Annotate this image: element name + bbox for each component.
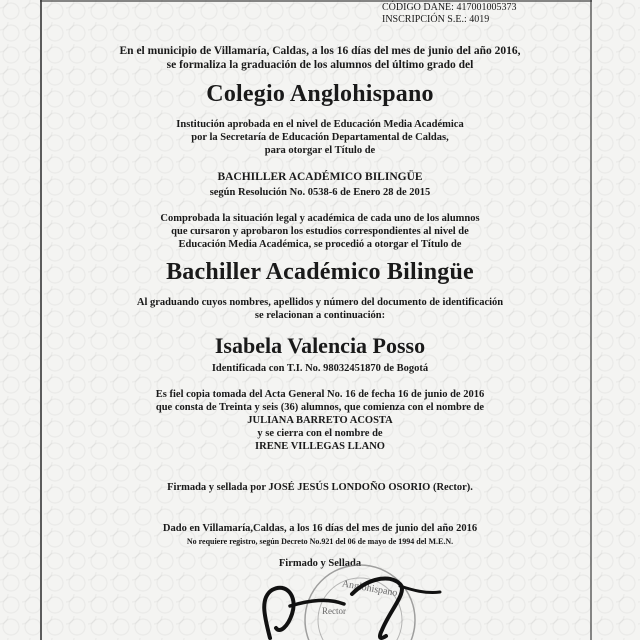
seal-bottom-text: Rector xyxy=(322,606,346,616)
verification-line: Educación Media Académica, se procedió a otorgar el Título de xyxy=(178,239,462,250)
first-student-name: JULIANA BARRETO ACOSTA xyxy=(247,415,393,426)
verification-paragraph xyxy=(60,212,580,251)
approval-paragraph xyxy=(60,118,580,157)
approval-line: para otorgar el Título de xyxy=(264,145,376,156)
approval-line: por la Secretaría de Educación Departamental de Caldas, xyxy=(191,132,449,143)
verification-line: Comprobada la situación legal y académica de cada uno de los alumnos xyxy=(160,213,480,224)
page-edge-right xyxy=(590,0,592,640)
signed-by: Firmada y sellada por JOSÉ JESÚS LONDOÑO OSORIO (Rector). xyxy=(167,482,473,493)
title-first: BACHILLER ACADÉMICO BILINGÜE xyxy=(217,171,423,183)
no-registro-text: No requiere registro, según Decreto No.921 del 06 de mayo de 1994 del M.E.N. xyxy=(186,537,454,546)
intro-paragraph xyxy=(60,44,580,72)
intro-line: En el municipio de Villamaría, Caldas, a los 16 días del mes de junio del año 2016, xyxy=(119,45,521,57)
graduate-intro xyxy=(60,296,580,322)
school-name: Colegio Anglohispano xyxy=(206,81,434,107)
approval-line: Institución aprobada en el nivel de Educación Media Académica xyxy=(176,119,464,130)
resolution-text: según Resolución No. 0538-6 de Enero 28 de 2015 xyxy=(209,187,431,198)
title-big: Bachiller Académico Bilingüe xyxy=(166,259,474,285)
graduate-intro-line: se relacionan a continuación: xyxy=(254,310,386,321)
graduate-name: Isabela Valencia Posso xyxy=(214,333,426,358)
last-student-name: IRENE VILLEGAS LLANO xyxy=(255,441,385,452)
registration-codes xyxy=(382,2,516,26)
firmado-text: Firmado y Sellada xyxy=(278,558,362,569)
copy-line: y se cierra con el nombre de xyxy=(257,428,383,439)
rector-signature xyxy=(240,570,460,640)
page-edge-left xyxy=(40,0,42,640)
intro-line: se formaliza la graduación de los alumnos del último grado del xyxy=(166,59,474,71)
copy-paragraph xyxy=(60,388,580,453)
graduate-intro-line: Al graduando cuyos nombres, apellidos y número del documento de identificación xyxy=(136,297,504,308)
seal-top-text: Anglohispano xyxy=(341,578,399,599)
inscripcion-se: INSCRIPCIÓN S.E.: 4019 xyxy=(382,14,490,25)
copy-line: Es fiel copia tomada del Acta General No. 16 de fecha 16 de junio de 2016 xyxy=(155,389,485,400)
codigo-dane: CÓDIGO DANE: 417001005373 xyxy=(382,2,517,13)
verification-line: que cursaron y aprobaron los estudios correspondientes al nivel de xyxy=(171,226,469,237)
copy-line: que consta de Treinta y seis (36) alumnos, que comienza con el nombre de xyxy=(155,402,485,413)
graduate-id: Identificada con T.I. No. 98032451870 de Bogotá xyxy=(211,363,429,374)
given-text: Dado en Villamaría,Caldas, a los 16 días del mes de junio del año 2016 xyxy=(162,523,478,534)
